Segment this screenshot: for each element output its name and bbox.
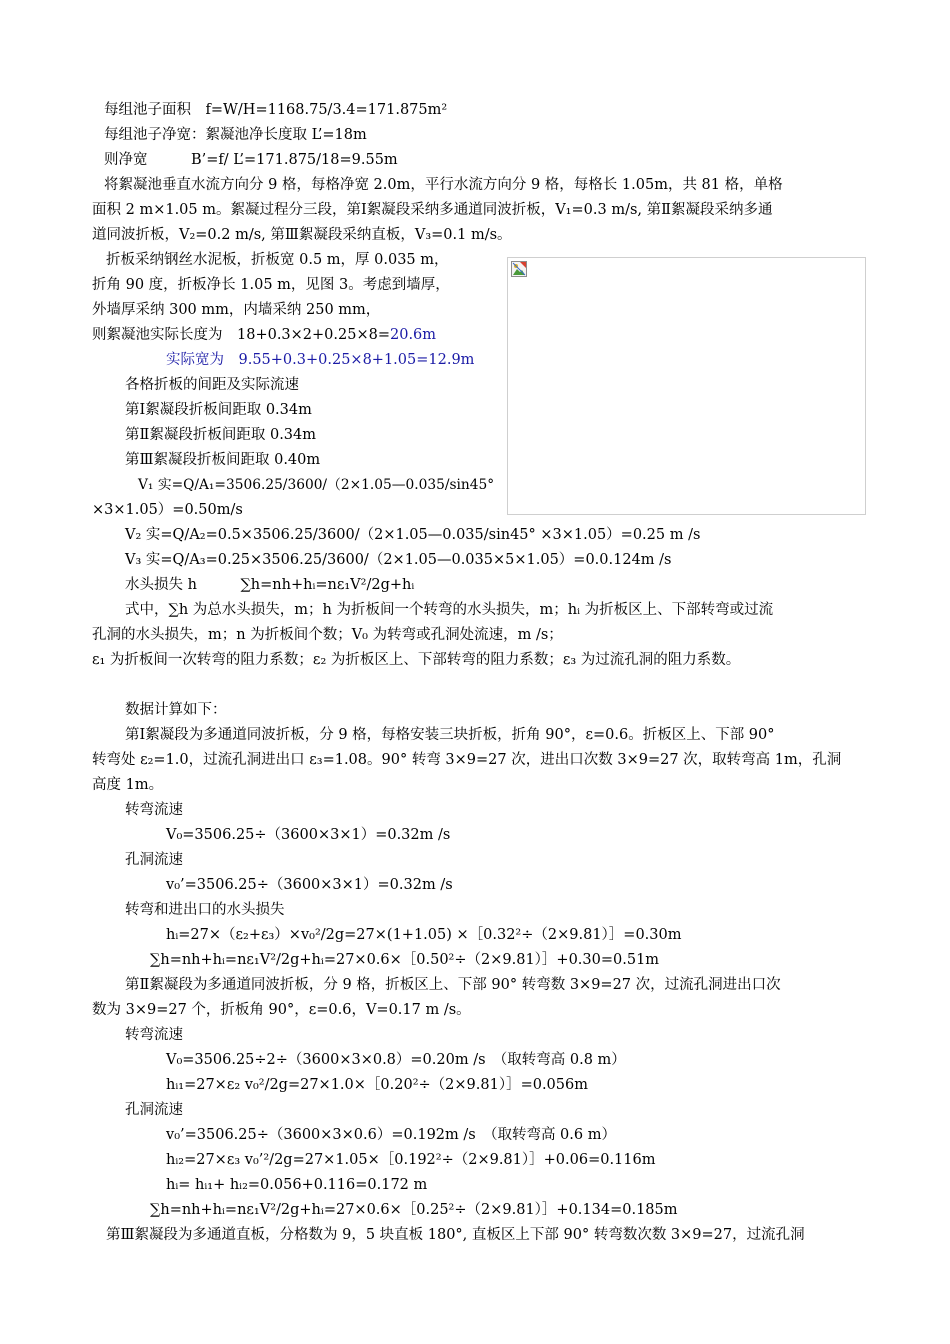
text-line [92,323,502,348]
text-line: 每组池子净宽：絮凝池净长度取 L’=18m [104,127,367,143]
text-line: V₃ 实=Q/A₃=0.25×3506.25/3600/（2×1.05—0.035×5×1.05）=0.0.124m /s [125,552,672,568]
text-line: hᵢ= hᵢ₁+ hᵢ₂=0.056+0.116=0.172 m [166,1177,428,1193]
text-line: 高度 1m。 [92,777,164,793]
text-line: V₀=3506.25÷2÷（3600×3×0.8）=0.20m /s （取转弯高 0.8 m） [166,1052,626,1068]
text-line: 转弯流速 [125,802,183,818]
text-line: 数据计算如下： [125,702,227,718]
text-line: 转弯和进出口的水头损失 [125,902,285,918]
text-line: 水头损失 h ∑h=nh+hᵢ=nε₁V²/2g+hᵢ [125,577,415,593]
text-line: 将絮凝池垂直水流方向分 9 格，每格净宽 2.0m，平行水流方向分 9 格，每格长 1.05m，共 81 格，单格 [104,177,783,193]
text-line: 面积 2 m×1.05 m。絮凝过程分三段，第Ⅰ絮凝段采纳多通道同波折板，V₁=0.3 m/s, 第Ⅱ絮凝段采纳多通 [92,202,773,218]
text-line: 则净宽 B’=f/ L’=171.875/18=9.55m [104,152,398,168]
text-line: ∑h=nh+hᵢ=nε₁V²/2g+hᵢ=27×0.6×［0.25²÷（2×9.81）］+0.134=0.185m [150,1202,678,1218]
text-line: 第Ⅰ絮凝段折板间距取 0.34m [125,402,312,418]
text-line: hᵢ₂=27×ε₃ v₀’²/2g=27×1.05×［0.192²÷（2×9.81）］+0.06=0.116m [166,1152,656,1168]
text-line: 孔洞流速 [125,852,183,868]
text-line: ε₁ 为折板间一次转弯的阻力系数；ε₂ 为折板区上、下部转弯的阻力系数；ε₃ 为过流孔洞的阻力系数。 [92,652,741,668]
text-line: ∑h=nh+hᵢ=nε₁V²/2g+hᵢ=27×0.6×［0.50²÷（2×9.81）］+0.30=0.51m [150,952,660,968]
width-formula: 实际宽为 9.55+0.3+0.25×8+1.05=12.9m [166,352,475,368]
text-line: 第Ⅱ絮凝段折板间距取 0.34m [125,427,316,443]
text-line: 第Ⅲ絮凝段折板间距取 0.40m [125,452,321,468]
text-line: 第Ⅰ絮凝段为多通道同波折板，分 9 格，每格安装三块折板，折角 90°，ε=0.6。折板区上、下部 90° [125,727,775,743]
text-line: 式中，∑h 为总水头损失，m；h 为折板间一个转弯的水头损失，m；hᵢ 为折板区上、下部转弯或过流 [125,602,774,618]
figure-placeholder [507,257,866,515]
text-line: 每组池子面积 f=W/H=1168.75/3.4=171.875m² [104,102,448,118]
text-line: 折角 90 度，折板净长 1.05 m，见图 3。考虑到墙厚， [92,277,450,293]
text-line: 各格折板的间距及实际流速 [125,377,299,393]
text-line: 转弯流速 [125,1027,183,1043]
text-line: hᵢ=27×（ε₂+ε₃）×v₀²/2g=27×(1+1.05) ×［0.32²÷（2×9.81）］=0.30m [166,927,682,943]
length-result: 20.6m [390,327,437,343]
text-line: 孔洞流速 [125,1102,183,1118]
text-line: 第Ⅲ絮凝段为多通道直板，分格数为 9，5 块直板 180°, 直板区上下部 90° 转弯数次数 3×9=27，过流孔洞 [106,1227,805,1243]
text-line: V₁ 实=Q/A₁=3506.25/3600/（2×1.05—0.035/sin45° [138,477,495,493]
text-line: hᵢ₁=27×ε₂ v₀²/2g=27×1.0×［0.20²÷（2×9.81）］=0.056m [166,1077,588,1093]
text-line: v₀’=3506.25÷（3600×3×1）=0.32m /s [166,877,453,893]
length-formula: 则絮凝池实际长度为 18+0.3×2+0.25×8= [92,327,390,343]
text-line: V₀=3506.25÷（3600×3×1）=0.32m /s [166,827,451,843]
text-line: 第Ⅱ絮凝段为多通道同波折板，分 9 格，折板区上、下部 90° 转弯数 3×9=27 次，过流孔洞进出口次 [125,977,781,993]
text-line: 转弯处 ε₂=1.0，过流孔洞进出口 ε₃=1.08。90° 转弯 3×9=27 次，进出口次数 3×9=27 次，取转弯高 1m，孔洞 [92,752,842,768]
text-line: 外墙厚采纳 300 mm，内墙采纳 250 mm， [92,302,381,318]
text-line: 数为 3×9=27 个，折板角 90°，ε=0.6，V=0.17 m /s。 [92,1002,471,1018]
text-line: ×3×1.05）=0.50m/s [92,502,243,518]
text-line: 孔洞的水头损失，m；n 为折板间个数；V₀ 为转弯或孔洞处流速，m /s； [92,627,563,643]
text-line: V₂ 实=Q/A₂=0.5×3506.25/3600/（2×1.05—0.035/sin45° ×3×1.05）=0.25 m /s [125,527,701,543]
text-line: v₀’=3506.25÷（3600×3×0.6）=0.192m /s （取转弯高 0.6 m） [166,1127,616,1143]
text-line: 道同波折板，V₂=0.2 m/s, 第Ⅲ絮凝段采纳直板，V₃=0.1 m/s。 [92,227,512,243]
text-line: 折板采纳钢丝水泥板，折板宽 0.5 m，厚 0.035 m， [106,252,449,268]
broken-image-icon [511,261,527,277]
